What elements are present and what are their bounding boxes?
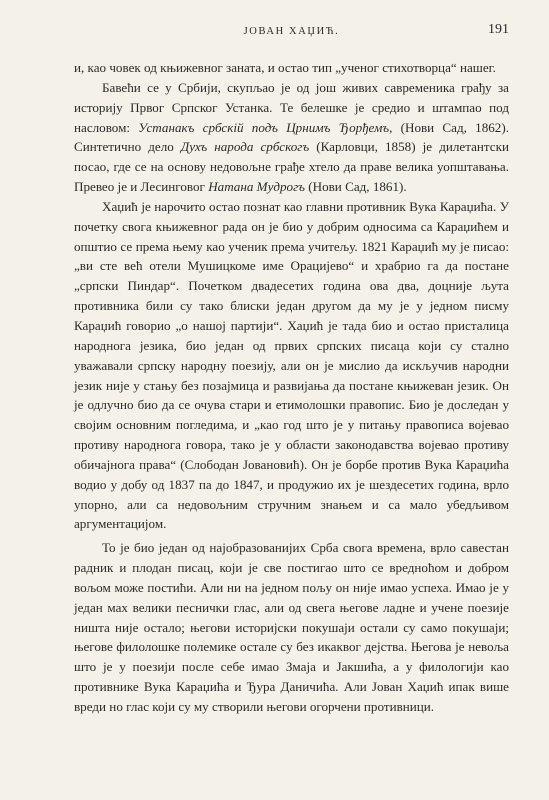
- text-run: Бавећи се у Србији, скупљао је од још живих савременика грађу за историју Првог Српског Устанка. Те белешке је средио и штампао под насловом:: [74, 79, 509, 135]
- text-run: , (Нови Сад, 1862). Синтетично дело: [74, 119, 509, 155]
- book-title-natan: Натана Мудрогъ: [208, 179, 305, 195]
- text-run: (Карловци, 1858) је дилетантски посао, где се на основу недовољне грађе хтело да праве велика уопштавања. Превео је и Лесинговог: [74, 139, 509, 195]
- book-title-ustanak: Устанакъ србскій подъ Црнимъ Ђорђемъ: [138, 119, 390, 135]
- page-number: 191: [488, 22, 509, 37]
- paragraph-history-works: [74, 78, 509, 197]
- paragraph-assessment: То је био један од најобразованијих Срба свога времена, врло савестан радник и плодан писац, који је све постигао што се вредноћом и добром вољом може постићи. Али ни на једном пољу он није имао успеха. Имао је у један мах велики песнички глас, али од свега његове ладне и учене поезије ништа није остало; његови историјски покушаји остали су само покушаји; његове филолошке полемике остале су без икаквог дејства. Његова је невоља што је у поезији после себе имао Змаја и Јакшића, а у филологији као противнике Вука Караџића и Ђура Даничића. Али Јован Хаџић ипак више вреди но глас који су му створили његови огорчени противници.: [74, 540, 509, 714]
- running-title: ЈОВАН ХАЏИЋ.: [243, 26, 340, 37]
- book-title-duh-naroda: Духъ народа србскогъ: [180, 139, 310, 155]
- text-run: (Нови Сад, 1861).: [304, 179, 407, 195]
- paragraph-karadzic-conflict: Хаџић је нарочито остао познат као главни противник Вука Караџића. У почетку свога књижевног рада он је био у добрим односима са Караџићем и општио се према њему као ученик према учитељу. 1821 Караџић му је писао: „ви сте већ отели Мушицкоме име Орацијево“ и храбрио га да постане „српски Пиндар“. Почетком двадесетих година ова два, доцније љута противника били су тако блиски један другом да му је у једном писму Караџић говорио „о нашој партији“. Хаџић је тада био и остао присталица народнога језика, био један од првих српских писаца који су стално уважавали српску народну поезију, али он је мислио да искључив народни језик није у стању без позајмица и развијања да постане књижеван језик. Он је одлучно био да се очува стари и етимолошки правопис. Био је доследан у својим основним погледима, и „као год што је у питању правописа војевао противу народнога говора, тако је у области законодавства војевао противу обичајнога права“ (Слободан Јовановић). Он је борбе против Вука Караџића водио у добу од 1837 па до 1847, и продужио их је шездесетих година, врло упорно, али са недовољним стручним знањем и са мало убедљивом аргументацијом.: [74, 198, 509, 532]
- paragraph-continuation: и, као човек од књижевног заната, и остао тип „ученог стихотворца“ нашег.: [74, 60, 496, 75]
- running-header: [74, 22, 509, 44]
- body-text: [74, 58, 509, 717]
